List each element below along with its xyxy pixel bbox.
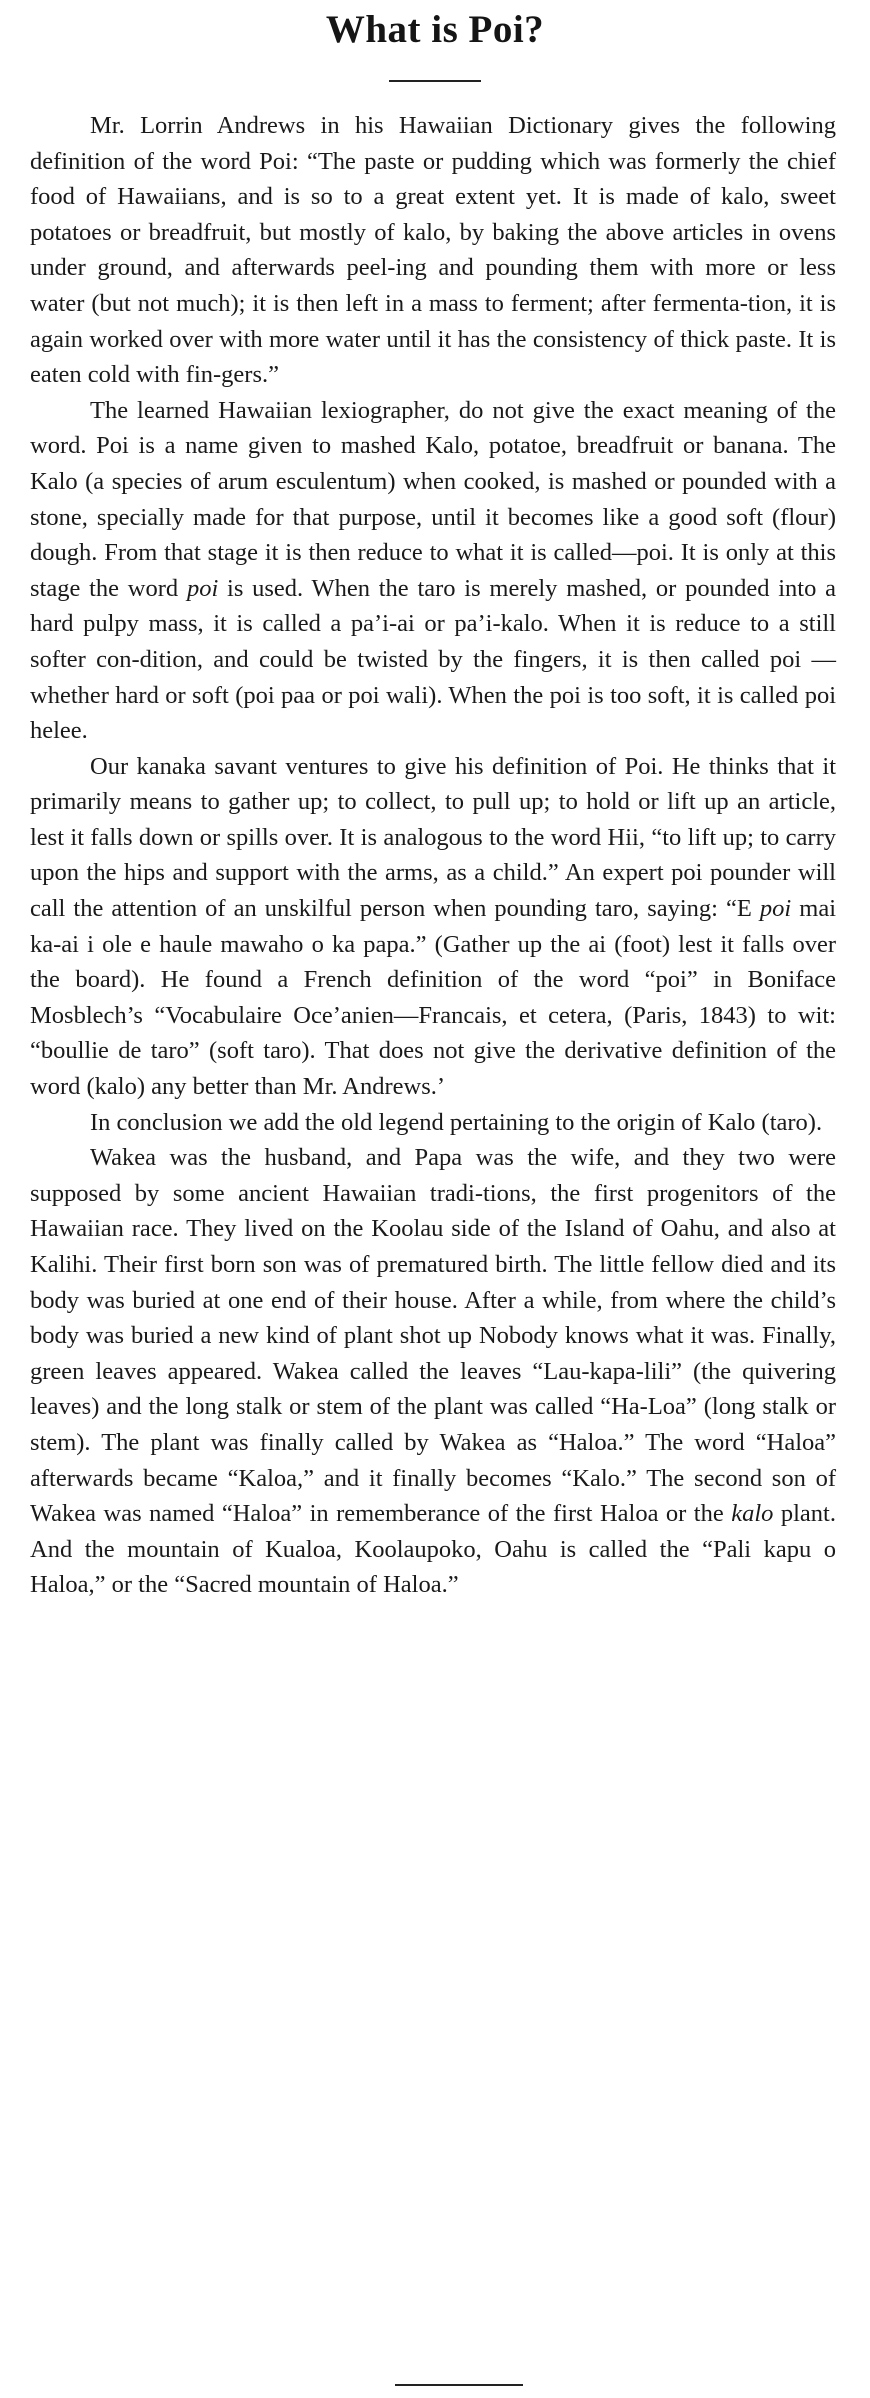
paragraph-text: plant. And the mountain of Kualoa, Koolaupoko, Oahu is called the “Pali kapu o Haloa,” or the “Sacred mountain of Haloa.”: [30, 1500, 836, 1599]
article-body: [30, 108, 836, 1603]
paragraph-text: Mr. Lorrin Andrews in his Hawaiian Dictionary gives the following definition of the word Poi: “The paste or pudding which was formerly the chief food of Hawaiians, and is so to a great extent yet. It is made of kalo, sweet potatoes or breadfruit, but mostly of kalo, by baking the above articles in ovens under ground, and afterwards peel-ing and pounding them with more or less water (but not much); it is then left in a mass to ferment; after fermenta-tion, it is again worked over with more water until it has the consistency of thick paste. It is eaten cold with fin-gers.”: [30, 112, 836, 389]
paragraph-text: mai ka-ai i ole e haule mawaho o ka papa.” (Gather up the ai (foot) lest it falls over the board). He found a French definition of the word “poi” in Boniface Mosblech’s “Vocabulaire Oce’anien—Francais, et cetera, (Paris, 1843) to wit: “boullie de taro” (soft taro). That does not give the derivative definition of the word (kalo) any better than Mr. Andrews.’: [30, 895, 836, 1101]
paragraph-savant: [30, 749, 836, 1105]
paragraph-text: Wakea was the husband, and Papa was the wife, and they two were supposed by some ancient Hawaiian tradi-tions, the first progenitors of the Hawaiian race. They lived on the Koolau side of the Island of Oahu, and also at Kalihi. Their first born son was of prematured birth. The little fellow died and its body was buried at one end of their house. After a while, from where the child’s body was buried a new kind of plant shot up Nobody knows what it was. Finally, green leaves appeared. Wakea called the leaves “Lau-kapa-lili” (the quivering leaves) and the long stalk or stem of the plant was called “Ha-Loa” (long stalk or stem). The plant was finally called by Wakea as “Haloa.” The word “Haloa” afterwards became “Kaloa,” and it finally becomes “Kalo.” The second son of Wakea was named “Haloa” in rememberance of the first Haloa or the: [30, 1144, 836, 1528]
paragraph-text: In conclusion we add the old legend pertaining to the origin of Kalo (taro).: [90, 1108, 823, 1136]
italic-term: kalo: [731, 1500, 774, 1528]
end-divider: [395, 2384, 523, 2386]
paragraph-text: Our kanaka savant ventures to give his definition of Poi. He thinks that it primarily means to gather up; to collect, to pull up; to hold or lift up an article, lest it falls down or spills over. It is analogous to the word Hii, “to lift up; to carry upon the hips and support with the arms, as a child.” An expert poi pounder will call the attention of an unskilful person when pounding taro, saying: “E: [30, 752, 836, 923]
paragraph-text: is used. When the taro is merely mashed, or pounded into a hard pulpy mass, it is called a pa’i-ai or pa’i-kalo. When it is reduce to a still softer con-dition, and could be twisted by the fingers, it is then called poi — whether hard or soft (poi paa or poi wali). When the poi is too soft, it is called poi helee.: [30, 574, 837, 745]
article-title: What is Poi?: [325, 8, 545, 51]
paragraph-text: The learned Hawaiian lexiographer, do not give the exact meaning of the word. Poi is a name given to mashed Kalo, potatoe, breadfruit or banana. The Kalo (a species of arum esculentum) when cooked, is mashed or pounded with a stone, specially made for that purpose, until it becomes like a good soft (flour) dough. From that stage it is then reduce to what it is called—poi. It is only at this stage the word: [30, 396, 836, 602]
title-divider: [389, 80, 481, 82]
paragraph-lexiographer: [30, 393, 836, 749]
italic-term: poi: [759, 895, 792, 923]
paragraph-definition: [30, 108, 836, 393]
paragraph-legend: [30, 1140, 836, 1603]
paragraph-conclusion: [30, 1105, 836, 1141]
italic-term: poi: [186, 574, 219, 602]
